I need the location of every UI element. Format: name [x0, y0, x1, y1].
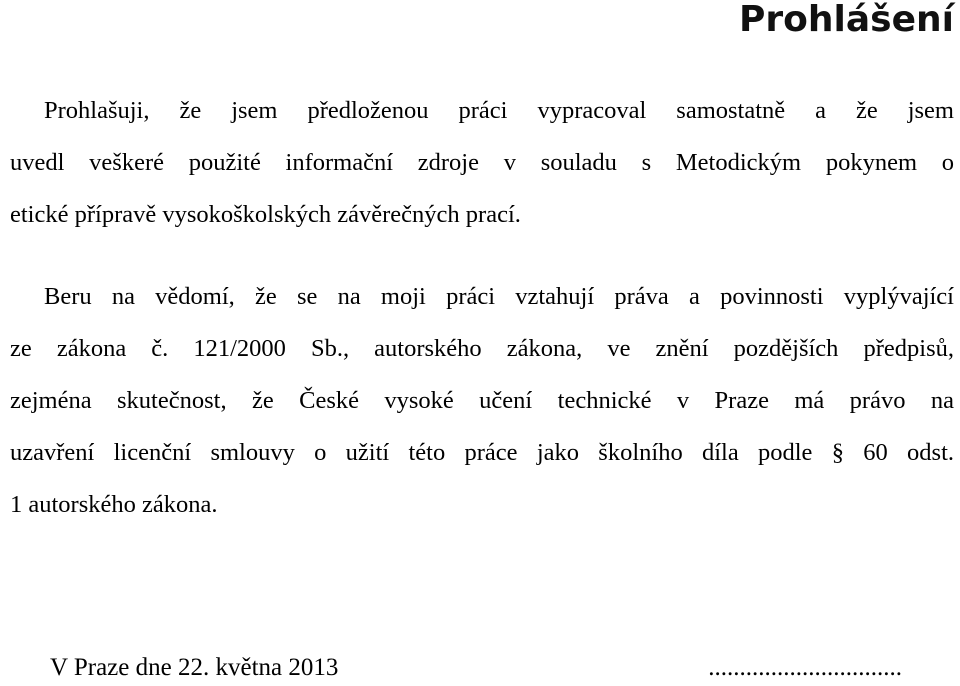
paragraph-1-line-2: uvedl veškeré použité informační zdroje v souladu s Metodickým pokynem o [10, 149, 954, 176]
paragraph-2-line-3: zejména skutečnost, že České vysoké učení technické v Praze má právo na [10, 387, 954, 414]
paragraph-1-line-3: etické přípravě vysokoškolských závěrečných prací. [10, 201, 521, 228]
page-title: Prohlášení [739, 0, 954, 40]
signature-footer [50, 650, 902, 686]
paragraph-1-line-1: Prohlašuji, že jsem předloženou práci vypracoval samostatně a že jsem [44, 97, 954, 124]
declaration-paragraph-2 [10, 271, 954, 531]
signature-line: ............................... [708, 654, 902, 681]
paragraph-2-line-2: ze zákona č. 121/2000 Sb., autorského zákona, ve znění pozdějších předpisů, [10, 335, 954, 362]
paragraph-2-line-4: uzavření licenční smlouvy o užití této práce jako školního díla podle § 60 odst. [10, 439, 954, 466]
paragraph-2-line-1: Beru na vědomí, že se na moji práci vztahují práva a povinnosti vyplývající [44, 283, 954, 310]
declaration-paragraph-1 [10, 85, 954, 241]
paragraph-2-line-5: 1 autorského zákona. [10, 491, 218, 518]
place-and-date: V Praze dne 22. května 2013 [50, 654, 339, 681]
